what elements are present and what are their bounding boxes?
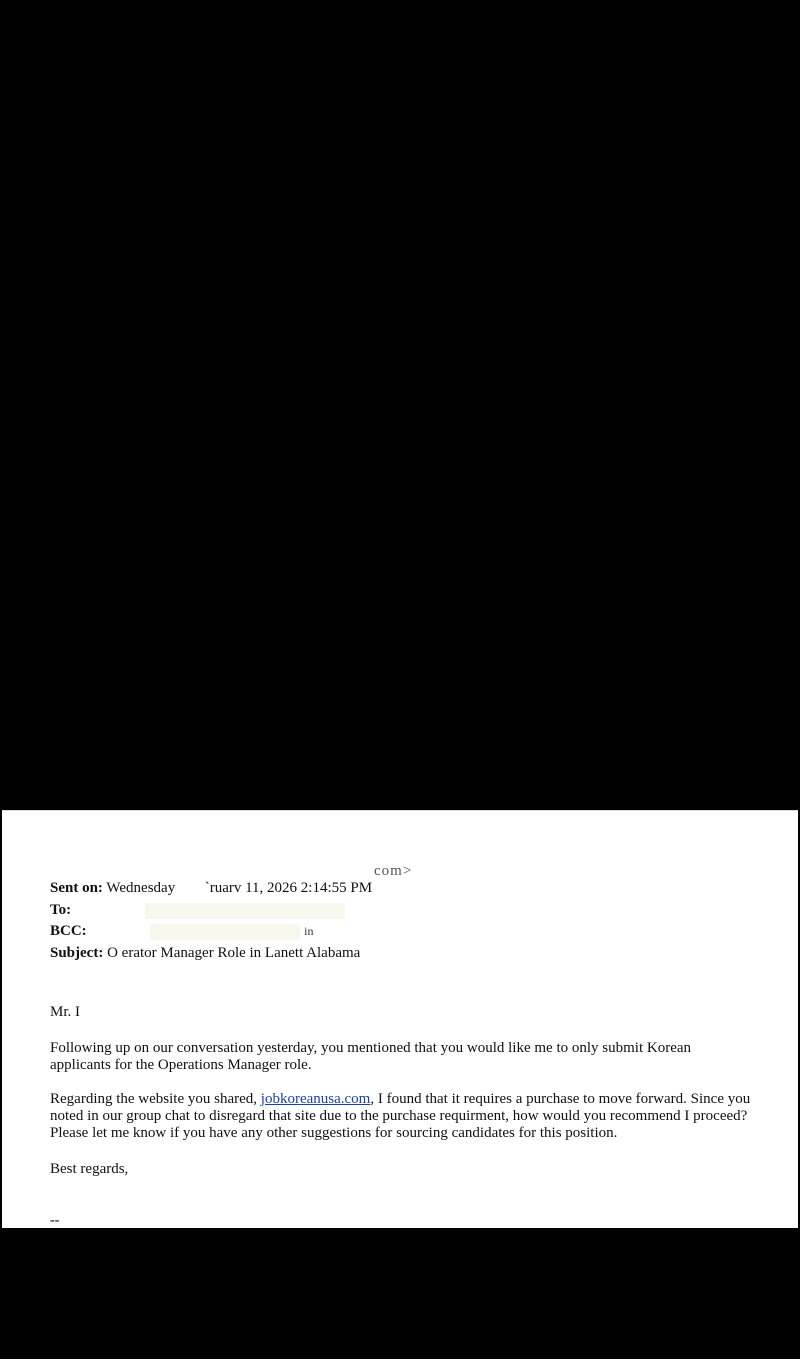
closing: Best regards,: [50, 1161, 129, 1177]
salutation: Mr. I: [50, 1004, 80, 1020]
to-row: [50, 901, 345, 919]
bcc-redaction: [150, 924, 300, 940]
sent-on-label: Sent on:: [50, 880, 103, 896]
bcc-label: BCC:: [50, 923, 87, 939]
email-printout: [2, 810, 798, 1228]
sent-on-date: `ruarv 11, 2026 2:14:55 PM: [204, 880, 373, 896]
subject-row: [50, 944, 360, 962]
paragraph-2-lead: Regarding the website you shared,: [50, 1091, 261, 1107]
sent-on-row: [50, 879, 372, 897]
paragraph-2: [50, 1091, 755, 1142]
from-line-fragment: com>: [374, 863, 413, 875]
to-label: To:: [50, 902, 72, 918]
jobkoreanusa-link[interactable]: jobkoreanusa.com: [260, 1091, 371, 1107]
subject-value: O erator Manager Role in Lanett Alabama: [107, 945, 361, 961]
to-redaction: [145, 903, 345, 919]
paragraph-2-rest: , I found that it requires a purchase to move forward. Since you noted in our group chat to disregard that site due to the purchase requirment, how would you recommend I proceed? Please let me know if you have any other suggestions for sourcing candidates for this position.: [50, 1091, 751, 1141]
subject-label: Subject:: [50, 945, 104, 961]
bcc-fragment: in: [304, 924, 314, 938]
paragraph-1: Following up on our conversation yesterday, you mentioned that you would like me to only submit Korean applicants for the Operations Manager role.: [50, 1040, 692, 1073]
from-line-cut-off: [52, 863, 412, 875]
sent-on-day: Wednesday: [106, 880, 176, 896]
signature-dashes: --: [50, 1213, 60, 1228]
bcc-row: [50, 922, 314, 940]
